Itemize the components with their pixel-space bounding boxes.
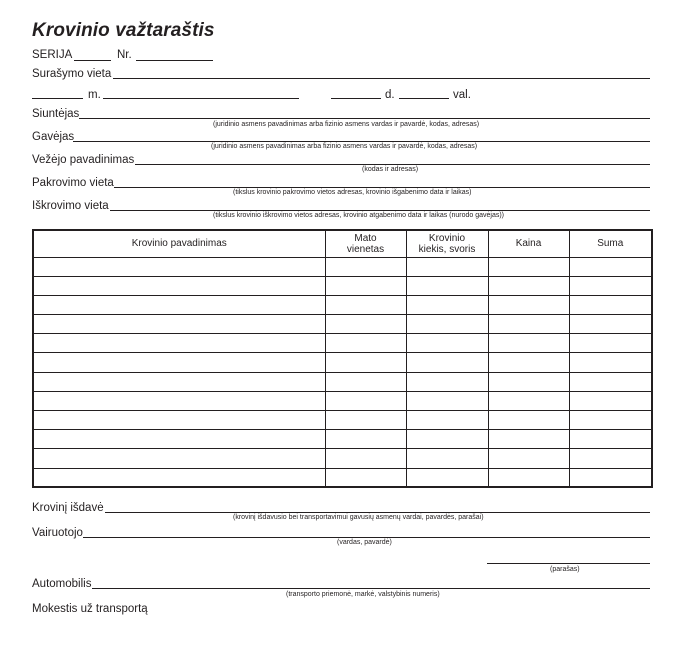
vezejo-pavadinimas-label: Vežėjo pavadinimas: [32, 154, 135, 166]
month-field[interactable]: [103, 98, 299, 99]
unit-cell[interactable]: [325, 257, 406, 276]
name-cell[interactable]: [33, 468, 325, 487]
header-kaina: Kaina: [488, 230, 569, 257]
name-cell[interactable]: [33, 295, 325, 314]
unit-cell[interactable]: [325, 468, 406, 487]
unit-cell[interactable]: [325, 391, 406, 410]
price-cell[interactable]: [488, 430, 569, 449]
sum-cell[interactable]: [569, 468, 652, 487]
table-row: [33, 391, 652, 410]
siuntejas-label: Siuntėjas: [32, 108, 80, 120]
pakrovimo-vieta-label: Pakrovimo vieta: [32, 177, 114, 189]
table-row: [33, 315, 652, 334]
table-row: [33, 257, 652, 276]
unit-cell[interactable]: [325, 334, 406, 353]
parasas-hint: (parašas): [550, 566, 580, 573]
name-cell[interactable]: [33, 411, 325, 430]
table-row: [33, 353, 652, 372]
table-row: [33, 449, 652, 468]
gavejas-hint: (juridinio asmens pavadinimas arba fizinio asmens vardas ir pavardė, kodas, adresas): [211, 143, 478, 150]
kroviny-isdave-label: Krovinį išdavė: [32, 502, 104, 514]
table-row: [33, 295, 652, 314]
table-body: [33, 257, 652, 487]
vairuotojo-label: Vairuotojo: [32, 527, 83, 539]
price-cell[interactable]: [488, 295, 569, 314]
sum-cell[interactable]: [569, 257, 652, 276]
name-cell[interactable]: [33, 430, 325, 449]
iskrovimo-hint: (tikslus krovinio iškrovimo vietos adresas, krovinio atgabenimo data ir laikas (nurodo gavėjas)): [213, 212, 505, 219]
table-header-row: [33, 230, 652, 257]
cargo-table: [32, 229, 653, 488]
header-suma: Suma: [569, 230, 652, 257]
qty-cell[interactable]: [406, 315, 488, 334]
sum-cell[interactable]: [569, 315, 652, 334]
qty-cell[interactable]: [406, 411, 488, 430]
iskrovimo-vieta-field[interactable]: [110, 210, 650, 211]
name-cell[interactable]: [33, 334, 325, 353]
qty-cell[interactable]: [406, 295, 488, 314]
parasas-field[interactable]: [487, 563, 650, 564]
name-cell[interactable]: [33, 257, 325, 276]
document-title: Krovinio važtaraštis: [32, 20, 215, 41]
unit-cell[interactable]: [325, 276, 406, 295]
m-label: m.: [88, 89, 101, 101]
name-cell[interactable]: [33, 391, 325, 410]
qty-cell[interactable]: [406, 391, 488, 410]
val-label: val.: [453, 89, 471, 101]
price-cell[interactable]: [488, 411, 569, 430]
unit-cell[interactable]: [325, 315, 406, 334]
serija-field[interactable]: [74, 60, 111, 61]
unit-cell[interactable]: [325, 372, 406, 391]
name-cell[interactable]: [33, 372, 325, 391]
sum-cell[interactable]: [569, 276, 652, 295]
header-krovinio-pavadinimas: Krovinio pavadinimas: [33, 230, 325, 257]
unit-cell[interactable]: [325, 449, 406, 468]
qty-cell[interactable]: [406, 468, 488, 487]
d-label: d.: [385, 89, 395, 101]
table-row: [33, 276, 652, 295]
day-field[interactable]: [331, 98, 381, 99]
unit-cell[interactable]: [325, 411, 406, 430]
gavejas-field[interactable]: [73, 141, 650, 142]
table-row: [33, 468, 652, 487]
nr-label: Nr.: [117, 49, 132, 61]
header-mato-line1: Mato: [354, 232, 377, 244]
siuntejas-hint: (juridinio asmens pavadinimas arba fizinio asmens vardas ir pavardė, kodas, adresas): [213, 121, 480, 128]
header-kiekis-line2: kiekis, svoris: [418, 243, 476, 255]
name-cell[interactable]: [33, 353, 325, 372]
vezejo-pavadinimas-field[interactable]: [135, 164, 650, 165]
vezejo-hint: (kodas ir adresas): [362, 166, 419, 173]
qty-cell[interactable]: [406, 334, 488, 353]
iskrovimo-vieta-label: Iškrovimo vieta: [32, 200, 109, 212]
vairuotojo-field[interactable]: [83, 537, 650, 538]
sum-cell[interactable]: [569, 334, 652, 353]
name-cell[interactable]: [33, 276, 325, 295]
mokestis-label: Mokestis už transportą: [32, 603, 148, 615]
table-row: [33, 372, 652, 391]
header-krovinio-kiekis: [406, 230, 488, 257]
sum-cell[interactable]: [569, 295, 652, 314]
qty-cell[interactable]: [406, 449, 488, 468]
sum-cell[interactable]: [569, 411, 652, 430]
serija-label: SERIJA: [32, 49, 73, 61]
unit-cell[interactable]: [325, 295, 406, 314]
unit-cell[interactable]: [325, 430, 406, 449]
year-field[interactable]: [32, 98, 83, 99]
price-cell[interactable]: [488, 257, 569, 276]
sum-cell[interactable]: [569, 430, 652, 449]
vairuotojo-hint: (vardas, pavardė): [337, 539, 392, 546]
sum-cell[interactable]: [569, 372, 652, 391]
qty-cell[interactable]: [406, 372, 488, 391]
table-row: [33, 334, 652, 353]
price-cell[interactable]: [488, 353, 569, 372]
table-row: [33, 430, 652, 449]
sum-cell[interactable]: [569, 449, 652, 468]
kroviny-hint: (krovinį išdavusio bei transportavimui gavusių asmenų vardai, pavardės, parašai): [233, 514, 484, 521]
nr-field[interactable]: [136, 60, 213, 61]
header-mato-vienetas: [325, 230, 406, 257]
qty-cell[interactable]: [406, 430, 488, 449]
qty-cell[interactable]: [406, 276, 488, 295]
header-mato-line2: vienetas: [346, 243, 385, 255]
header-kiekis-line1: Krovinio: [428, 232, 466, 244]
surasymo-vieta-label: Surašymo vieta: [32, 68, 112, 80]
automobilis-hint: (transporto priemonė, markė, valstybinis numeris): [286, 591, 440, 598]
sum-cell[interactable]: [569, 391, 652, 410]
name-cell[interactable]: [33, 315, 325, 334]
price-cell[interactable]: [488, 315, 569, 334]
sum-cell[interactable]: [569, 353, 652, 372]
price-cell[interactable]: [488, 449, 569, 468]
hour-field[interactable]: [399, 98, 449, 99]
price-cell[interactable]: [488, 372, 569, 391]
gavejas-label: Gavėjas: [32, 131, 75, 143]
price-cell[interactable]: [488, 334, 569, 353]
qty-cell[interactable]: [406, 353, 488, 372]
qty-cell[interactable]: [406, 257, 488, 276]
kroviny-isdave-field[interactable]: [105, 512, 650, 513]
automobilis-field[interactable]: [92, 588, 650, 589]
surasymo-vieta-field[interactable]: [113, 78, 650, 79]
unit-cell[interactable]: [325, 353, 406, 372]
price-cell[interactable]: [488, 276, 569, 295]
price-cell[interactable]: [488, 391, 569, 410]
table-row: [33, 411, 652, 430]
automobilis-label: Automobilis: [32, 578, 92, 590]
pakrovimo-hint: (tikslus krovinio pakrovimo vietos adresas, krovinio išgabenimo data ir laikas): [233, 189, 472, 196]
siuntejas-field[interactable]: [79, 118, 650, 119]
name-cell[interactable]: [33, 449, 325, 468]
pakrovimo-vieta-field[interactable]: [114, 187, 650, 188]
price-cell[interactable]: [488, 468, 569, 487]
